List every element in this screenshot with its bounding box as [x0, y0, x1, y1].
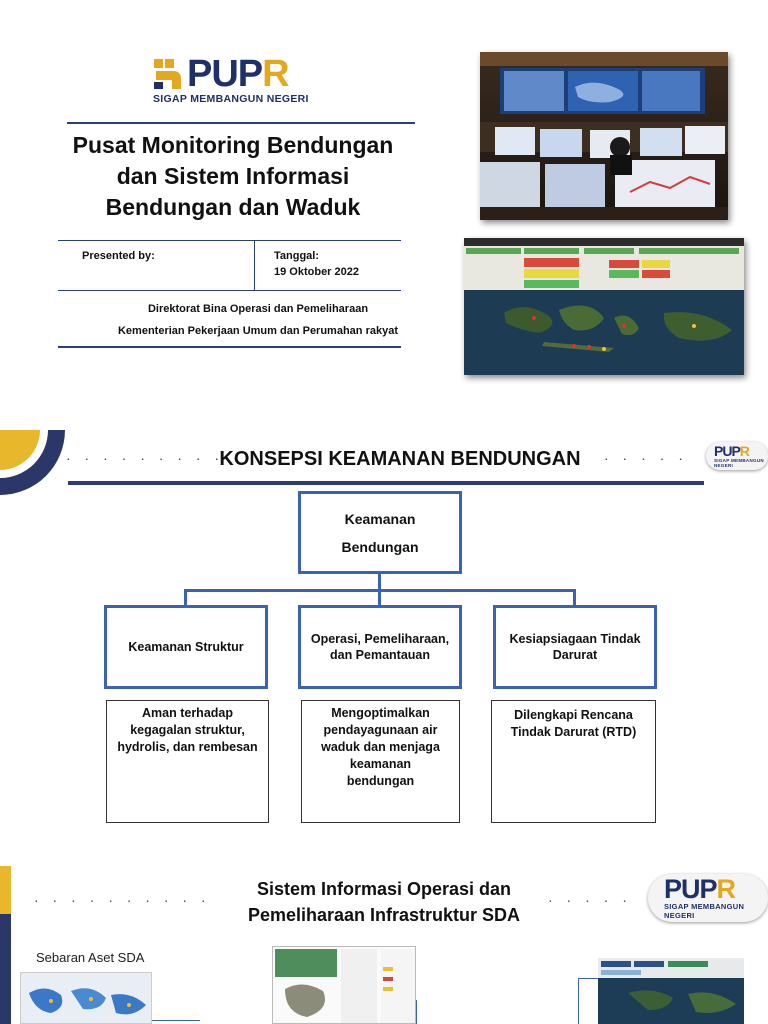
title-dots-left: · · · · · · · · · ·: [66, 450, 243, 466]
root-node-line-1: Keamanan: [344, 510, 416, 527]
title-line-2: dan Sistem Informasi: [116, 163, 350, 189]
info-bottom-rule: [58, 290, 401, 291]
date-label: Tanggal:: [274, 250, 320, 262]
org-line-2: Kementerian Pekerjaan Umum dan Perumahan rakyat: [117, 325, 398, 337]
title-underline: [68, 481, 704, 485]
title-divider: [67, 122, 415, 124]
asset-map-thumbnail: [20, 972, 152, 1024]
root-node-box: [298, 491, 462, 574]
page-title: [50, 130, 416, 223]
desc-emergency-text: Dilengkapi Rencana Tindak Darurat (RTD): [510, 708, 637, 739]
title-line-3: Bendungan dan Waduk: [105, 194, 361, 220]
slide3-title: [214, 876, 554, 928]
child-node-operation: [298, 605, 462, 689]
org-line-1: Direktorat Bina Operasi dan Pemeliharaan: [147, 303, 369, 315]
desc-box-structure: [106, 700, 269, 823]
callout-line-2: [416, 1000, 419, 1024]
root-node-line-2: Bendungan: [341, 538, 419, 555]
presented-by-label: Presented by:: [82, 250, 155, 262]
pupr-badge-large: PUPR SIGAP MEMBANGUN NEGERI: [648, 874, 768, 922]
dashboard-map-screenshot: [464, 238, 744, 375]
pupr-logo: PUPR SIGAP MEMBANGUN NEGERI: [153, 53, 309, 105]
desc-box-operation: [301, 700, 460, 823]
slide3-title-line-2: Pemeliharaan Infrastruktur SDA: [247, 905, 521, 925]
info-mid-rule: [254, 240, 255, 291]
callout-line-3: [578, 978, 598, 1024]
badge-tagline: SIGAP MEMBANGUN NEGERI: [714, 457, 764, 468]
decorative-arc-icon: [0, 430, 70, 500]
slide-2: [0, 430, 768, 850]
title-line-1: Pusat Monitoring Bendungan: [72, 132, 394, 158]
connector-left-down: [184, 589, 187, 605]
desc-structure-text: Aman terhadap kegagalan struktur, hydrolis, dan rembesan: [117, 706, 258, 754]
desc-operation-text: Mengoptimalkan pendayagunaan air waduk dan menjaga keamanan bendungan: [321, 706, 440, 788]
child-node-structure-label: Keamanan Struktur: [128, 640, 244, 654]
gold-side-bar: [0, 866, 11, 914]
pupr-badge: PUPR SIGAP MEMBANGUN NEGERI: [706, 442, 768, 470]
asset-caption: Sebaran Aset SDA: [36, 950, 145, 965]
connector-right-down: [573, 589, 576, 605]
child-node-operation-label: Operasi, Pemeliharaan, dan Pemantauan: [310, 632, 450, 662]
date-value: 19 Oktober 2022: [274, 266, 359, 278]
navy-side-bar: [0, 914, 11, 1024]
info-system-thumbnail: [272, 946, 416, 1024]
slide3-title-line-1: Sistem Informasi Operasi dan: [256, 879, 512, 899]
desc-box-emergency: [491, 700, 656, 823]
org-bottom-rule: [58, 346, 401, 348]
badge-large-tagline: SIGAP MEMBANGUN NEGERI: [664, 902, 745, 920]
slide-1: [0, 0, 768, 400]
child-node-emergency-label: Kesiapsiagaan Tindak Darurat: [509, 632, 641, 662]
slide2-title: KONSEPSI KEAMANAN BENDUNGAN: [219, 448, 581, 470]
slide-3: [0, 866, 768, 1024]
child-node-structure: [104, 605, 268, 689]
callout-line-1: [152, 1020, 200, 1021]
control-room-photo: [480, 52, 728, 220]
logo-tagline: SIGAP MEMBANGUN NEGERI: [153, 93, 309, 105]
connector-root-down: [378, 574, 381, 590]
title-dots-right: · · · · ·: [604, 450, 688, 466]
connector-mid-down: [378, 589, 381, 605]
dashboard-thumbnail: [598, 958, 744, 1024]
pupr-emblem-icon: [153, 57, 185, 91]
child-node-emergency: [493, 605, 657, 689]
title-dots-left: · · · · · · · · · ·: [34, 892, 211, 908]
info-top-rule: [58, 240, 401, 241]
title-dots-right: · · · · ·: [548, 892, 632, 908]
